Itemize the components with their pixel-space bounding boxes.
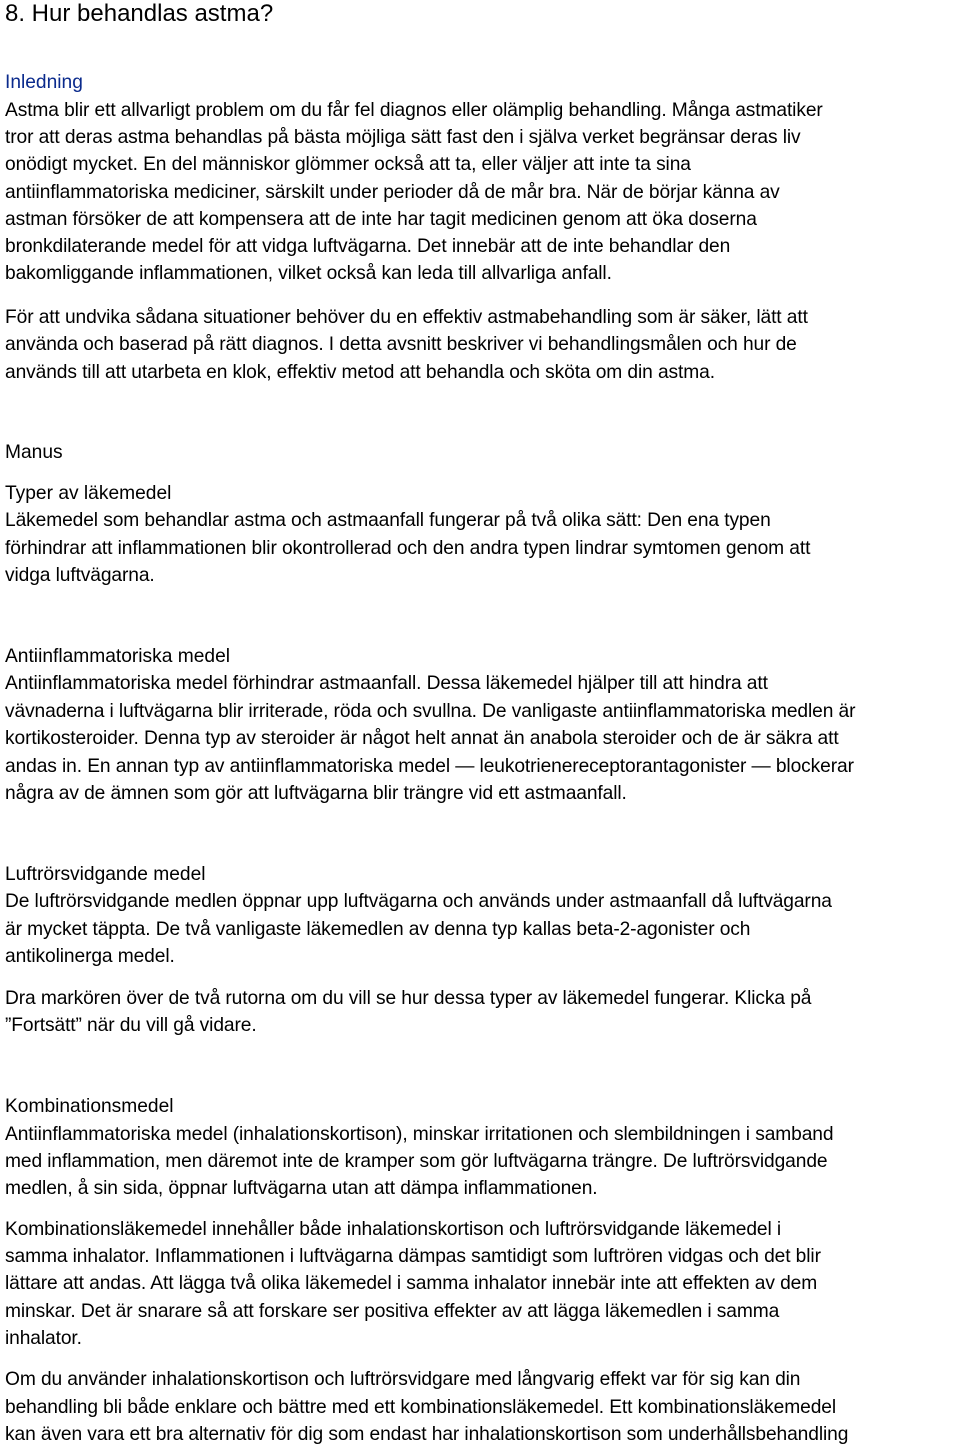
paragraph-line: vidga luftvägarna. (5, 565, 155, 586)
paragraph-line: använda och baserad på rätt diagnos. I detta avsnitt beskriver vi behandlingsmålen och hur de (5, 334, 797, 355)
paragraph-line: astman försöker de att kompensera att de inte har tagit medicinen genom att öka doserna (5, 209, 757, 230)
paragraph-line: medlen, å sin sida, öppnar luftvägarna utan att dämpa inflammationen. (5, 1178, 598, 1199)
paragraph-line: antikolinerga medel. (5, 946, 175, 967)
paragraph-line: onödigt mycket. En del människor glömmer också att ta, eller väljer att inte ta sina (5, 154, 691, 175)
section-heading-manus: Manus (5, 442, 63, 463)
paragraph-line: samma inhalator. Inflammationen i luftvägarna dämpas samtidigt som luftrören vidgas och det blir (5, 1246, 821, 1267)
paragraph-line: behandling bli både enklare och bättre med ett kombinationsläkemedel. Ett kombinationsläkemedel (5, 1397, 836, 1418)
paragraph-line: några av de ämnen som gör att luftvägarna blir trängre vid ett astmaanfall. (5, 783, 627, 804)
paragraph-line: Astma blir ett allvarligt problem om du får fel diagnos eller olämplig behandling. Många astmatiker (5, 100, 823, 121)
paragraph-line: andas in. En annan typ av antiinflammatoriska medel — leukotrienereceptorantagonister — blockerar (5, 756, 854, 777)
paragraph-line: antiinflammatoriska mediciner, särskilt under perioder då de mår bra. När de börjar känna av (5, 182, 780, 203)
page-title: 8. Hur behandlas astma? (5, 0, 274, 27)
paragraph-line: Kombinationsläkemedel innehåller både inhalationskortison och luftrörsvidgande läkemedel i (5, 1219, 782, 1240)
paragraph-line: bronkdilaterande medel för att vidga luftvägarna. Det innebär att de inte behandlar den (5, 236, 731, 257)
paragraph-line: används till att utarbeta en klok, effektiv metod att behandla och sköta om din astma. (5, 362, 715, 383)
paragraph-line: ”Fortsätt” när du vill gå vidare. (5, 1015, 257, 1036)
paragraph-line: För att undvika sådana situationer behöver du en effektiv astmabehandling som är säker, lätt att (5, 307, 808, 328)
paragraph-line: minskar. Det är snarare så att forskare ser positiva effekter av att lägga läkemedlen i samma (5, 1301, 780, 1322)
section-heading-typer-av-lakemedel: Typer av läkemedel (5, 483, 172, 504)
paragraph-line: De luftrörsvidgande medlen öppnar upp luftvägarna och används under astmaanfall då luftvägarna (5, 891, 832, 912)
section-heading-inledning: Inledning (5, 72, 83, 93)
paragraph-line: vävnaderna i luftvägarna blir irriterade, röda och svullna. De vanligaste antiinflammatoriska medlen är (5, 701, 856, 722)
paragraph-line: bakomliggande inflammationen, vilket också kan leda till allvarliga anfall. (5, 263, 612, 284)
paragraph-line: Läkemedel som behandlar astma och astmaanfall fungerar på två olika sätt: Den ena typen (5, 510, 771, 531)
paragraph-line: inhalator. (5, 1328, 82, 1349)
paragraph-line: kan även vara ett bra alternativ för dig som endast har inhalationskortison som underhållsbehandling (5, 1424, 849, 1445)
section-heading-antiinflammatoriska-medel: Antiinflammatoriska medel (5, 646, 231, 667)
paragraph-line: Antiinflammatoriska medel (inhalationskortison), minskar irritationen och slembildningen i samband (5, 1124, 834, 1145)
paragraph-line: Om du använder inhalationskortison och luftrörsvidgare med långvarig effekt var för sig kan din (5, 1369, 801, 1390)
section-heading-kombinationsmedel: Kombinationsmedel (5, 1096, 174, 1117)
paragraph-line: tror att deras astma behandlas på bästa möjliga sätt fast den i själva verket begränsar deras liv (5, 127, 801, 148)
paragraph-line: med inflammation, men däremot inte de kramper som gör luftvägarna trängre. De luftrörsvidgande (5, 1151, 828, 1172)
section-heading-luftrorsvidgande-medel: Luftrörsvidgande medel (5, 864, 206, 885)
paragraph-line: kortikosteroider. Denna typ av steroider är något helt annat än anabola steroider och de är säkra att (5, 728, 839, 749)
paragraph-line: Dra markören över de två rutorna om du vill se hur dessa typer av läkemedel fungerar. Klicka på (5, 988, 812, 1009)
paragraph-line: är mycket täppta. De två vanligaste läkemedlen av denna typ kallas beta-2-agonister och (5, 919, 751, 940)
paragraph-line: Antiinflammatoriska medel förhindrar astmaanfall. Dessa läkemedel hjälper till att hindra att (5, 673, 768, 694)
paragraph-line: lättare att andas. Att lägga två olika läkemedel i samma inhalator innebär inte att effekten av dem (5, 1273, 818, 1294)
paragraph-line: förhindrar att inflammationen blir okontrollerad och den andra typen lindrar symtomen genom att (5, 538, 811, 559)
